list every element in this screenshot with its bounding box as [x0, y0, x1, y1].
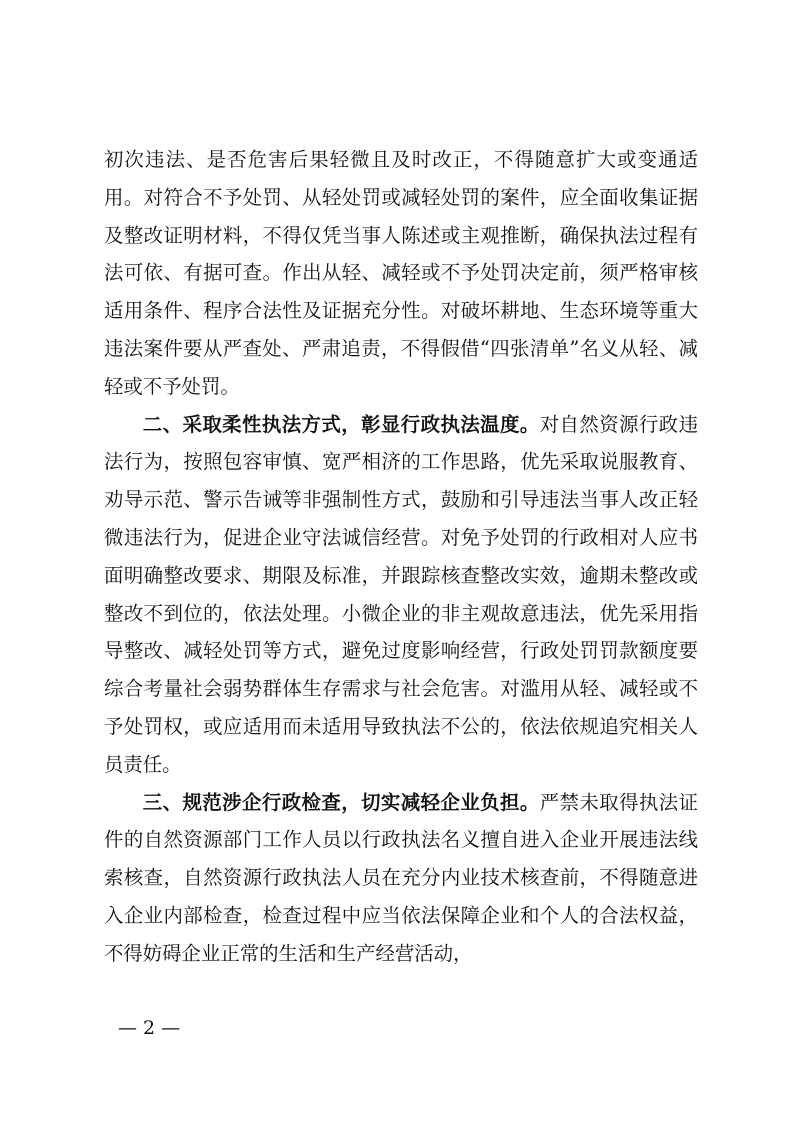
- paragraph-text: 初次违法、是否危害后果轻微且及时改正，不得随意扩大或变通适用。对符合不予处罚、从轻处罚或减轻处罚的案件，应全面收集证据及整改证明材料，不得仅凭当事人陈述或主观推断，确保执法过程有法可依、有据可查。作出从轻、减轻或不予处罚决定前，须严格审核适用条件、程序合法性及证据充分性。对破坏耕地、生态环境等重大违法案件要从严查处、严肃追责，不得假借“四张清单”名义从轻、减轻或不予处罚。: [104, 148, 698, 398]
- page-number: — 2 —: [118, 1017, 181, 1039]
- paragraph-text: 对自然资源行政违法行为，按照包容审慎、宽严相济的工作思路，优先采取说服教育、劝导示范、警示告诫等非强制性方式，鼓励和引导违法当事人改正轻微违法行为，促进企业守法诚信经营。对免予处罚的行政相对人应书面明确整改要求、期限及标准，并跟踪核查整改实效，逾期未整改或整改不到位的，依法处理。小微企业的非主观故意违法，优先采用指导整改、减轻处罚等方式，避免过度影响经营，行政处罚罚款额度要综合考量社会弱势群体生存需求与社会危害。对滥用从轻、减轻或不予处罚权，或应适用而未适用导致执法不公的，依法依规追究相关人员责任。: [104, 412, 699, 776]
- paragraph-section-two: [104, 406, 698, 784]
- paragraph-section-three: [104, 784, 698, 973]
- paragraph-text: 严禁未取得执法证件的自然资源部门工作人员以行政执法名义擅自进入企业开展违法线索核查，自然资源行政执法人员在充分内业技术核查前，不得随意进入企业内部检查，检查过程中应当依法保障企业和个人的合法权益，不得妨碍企业正常的生活和生产经营活动，: [104, 790, 699, 965]
- document-body: [104, 141, 698, 973]
- section-heading-two: 二、采取柔性执法方式，彰显行政执法温度。: [142, 412, 540, 436]
- paragraph-continuation: [104, 141, 698, 406]
- section-heading-three: 三、规范涉企行政检查，切实减轻企业负担。: [142, 790, 540, 814]
